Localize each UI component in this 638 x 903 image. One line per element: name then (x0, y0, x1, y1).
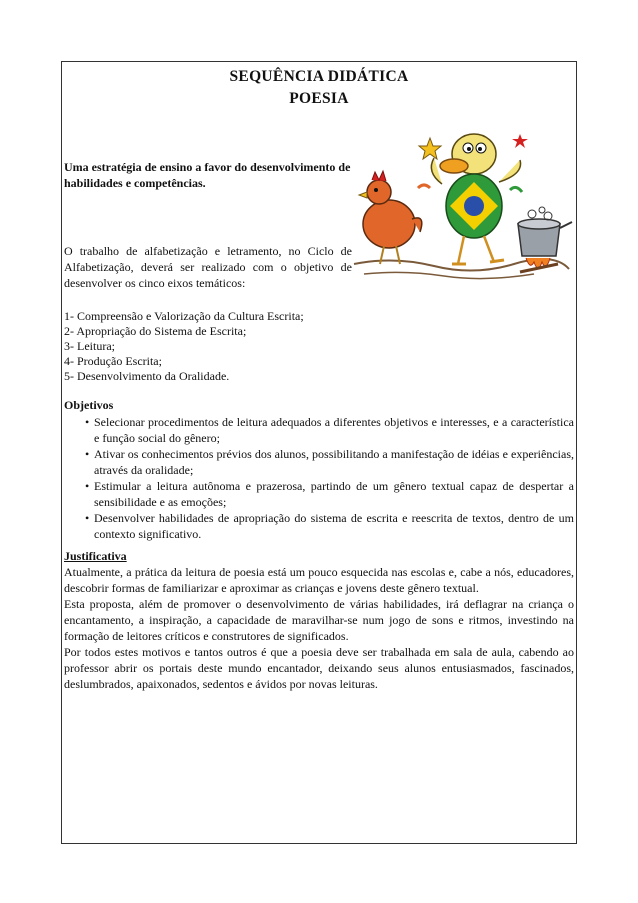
tagline: Uma estratégia de ensino a favor do desenvolvimento de habilidades e competências. (64, 160, 351, 190)
justification-paragraph: Atualmente, a prática da leitura de poesia está um pouco esquecida nas escolas e, cabe a nós, educadores, descobrir formas de familiarizar e aproximar as crianças e jovens deste gênero textual. (64, 565, 574, 595)
objective-item (64, 446, 574, 478)
pot-figure (518, 207, 572, 272)
justification-heading: Justificativa (64, 549, 127, 563)
objective-text: Ativar os conhecimentos prévios dos alunos, possibilitando a manifestação de idéias e experiências, através da oralidade; (94, 447, 574, 477)
document-frame (61, 61, 577, 844)
bullet-icon: • (85, 511, 90, 525)
objective-item (64, 510, 574, 542)
title-line-2: POESIA (289, 90, 349, 107)
justification-section (64, 549, 574, 692)
star-icon (512, 134, 528, 148)
objective-item (64, 414, 574, 446)
axis-item: 5- Desenvolvimento da Oralidade. (64, 369, 230, 383)
objective-text: Selecionar procedimentos de leitura adequados a diferentes objetivos e interesses, e a característica e função social do gênero; (94, 415, 574, 445)
axis-item: 4- Produção Escrita; (64, 354, 162, 368)
bullet-icon: • (85, 447, 90, 461)
bullet-icon: • (85, 479, 90, 493)
justification-paragraph: Esta proposta, além de promover o desenvolvimento de várias habilidades, irá deflagrar na criança o encantamento, a inspiração, a capacidade de maravilhar-se num jogo de sons e ritmos, investindo na formação de leitores críticos e construtores de significados. (64, 597, 574, 643)
objectives-list (64, 414, 574, 542)
bullet-icon: • (85, 415, 90, 429)
axis-item: 3- Leitura; (64, 339, 115, 353)
star-icon (419, 138, 441, 159)
thematic-axes-list (64, 309, 304, 384)
duck-figure (431, 134, 520, 264)
justification-paragraph: Por todos estes motivos e tantos outros é que a poesia deve ser trabalhada em sala de aula, cabendo ao professor abrir os portais deste mundo encantador, deixando seus alunos entusiasmados, fascinados, deslumbrados, apaixonados, sedentos e ávidos por novas leituras. (64, 645, 574, 691)
title-line-1: SEQUÊNCIA DIDÁTICA (229, 68, 409, 85)
objective-item (64, 478, 574, 510)
intro-paragraph: O trabalho de alfabetização e letramento, no Ciclo de Alfabetização, deverá ser realizado com o objetivo de desenvolver os cinco eixos temáticos: (64, 244, 352, 290)
hen-figure (359, 171, 422, 264)
objectives-section (64, 398, 574, 542)
cartoon-illustration (334, 124, 574, 284)
feather-icon (418, 185, 430, 188)
objective-text: Desenvolver habilidades de apropriação do sistema de escrita e reescrita de textos, dentro de um contexto significativo. (94, 511, 574, 541)
objective-text: Estimular a leitura autônoma e prazerosa, partindo de um gênero textual capaz de despertar a sensibilidade e as emoções; (94, 479, 574, 509)
objectives-heading: Objetivos (64, 398, 114, 412)
axis-item: 1- Compreensão e Valorização da Cultura Escrita; (64, 309, 304, 323)
feather-icon (510, 187, 522, 192)
axis-item: 2- Apropriação do Sistema de Escrita; (64, 324, 247, 338)
